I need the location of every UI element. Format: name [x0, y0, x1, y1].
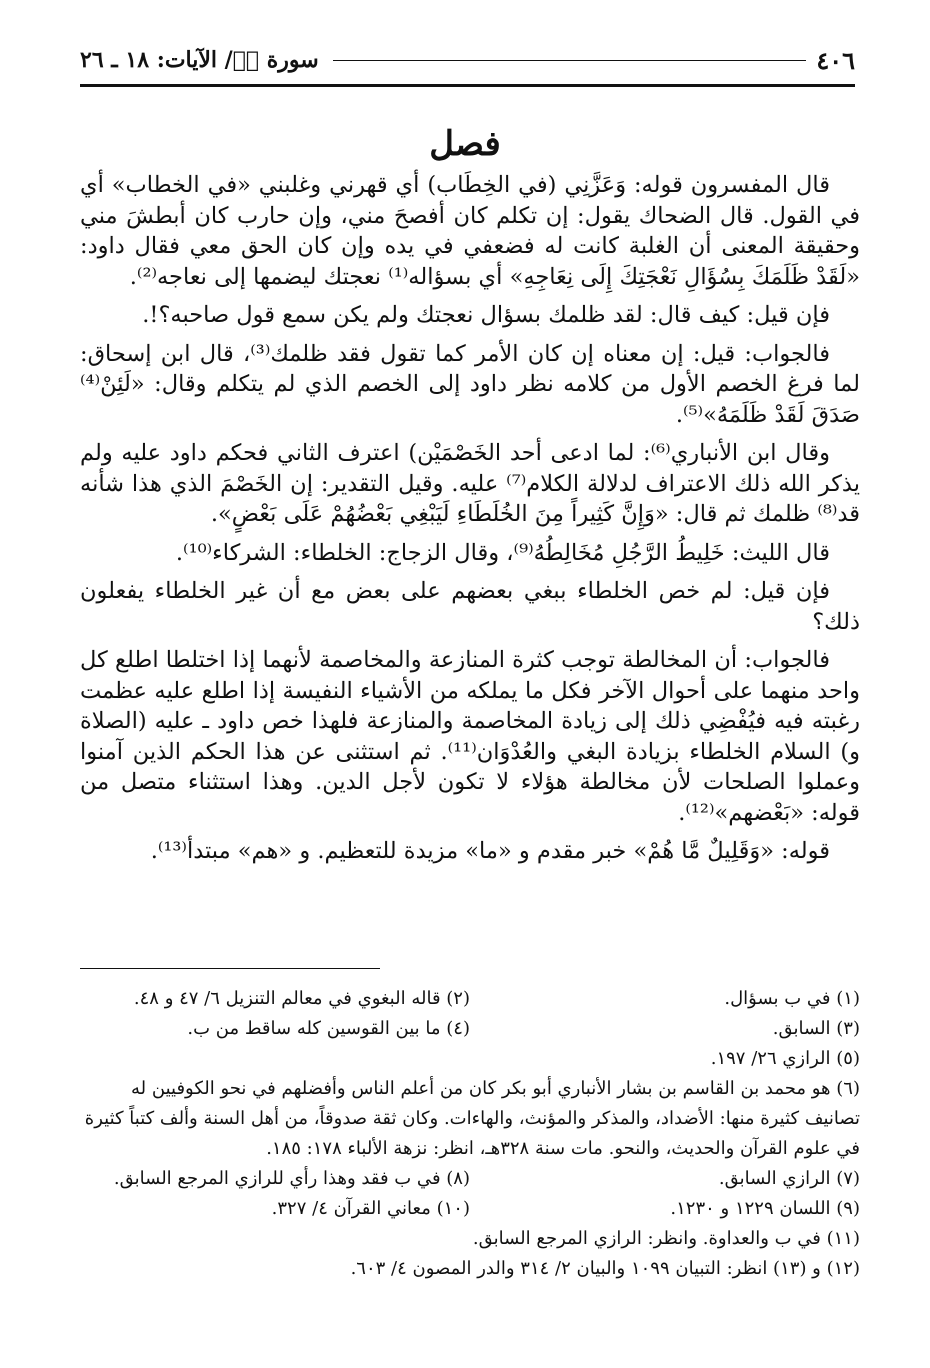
running-title: سورة صۤ/ الآيات: ١٨ ـ ٢٦: [80, 47, 319, 73]
footnote: (٨) في ب فقد وهذا رأي للرازي المرجع السابق.: [113, 1168, 470, 1189]
paragraph: فالجواب: أن المخالطة توجب كثرة المنازعة والمخاصمة لأنهما إذا اختلطا اطلع كل واحد منهما على أحوال الآخر فكل ما يملكه من الأشياء النفيسة إذا اطلع عليه عظمت رغبته فيه فيُفْضِي ذلك إلى زيادة المخاصمة والمنازعة فلهذا خص داود ـ عليه (الصلاة و) السلام الخلطاء بزيادة البغي والعُدْوَان⁽¹¹⁾. ثم استثنى عن هذا الحكم الذين آمنوا وعملوا الصلحات لأن مخالطة هؤلاء لا تكون لأجل الدين. وهذا استثناء متصل من قوله: «بَعْضهم»⁽¹²⁾.: [80, 647, 860, 826]
footnote: (١) في ب بسؤال.: [724, 988, 860, 1009]
footnote-row: [80, 1014, 860, 1044]
footnote: (١٢) و (١٣) انظر: التبيان ١٠٩٩ والبيان ٢/ ٣١٤ والدر المصون ٤/ ٦٠٣.: [350, 1258, 860, 1279]
footnote-row: [80, 984, 860, 1014]
paragraph: فالجواب: قيل: إن معناه إن كان الأمر كما تقول فقد ظلمك⁽³⁾، قال ابن إسحاق: لما فرغ الخصم الأول من كلامه نظر داود إلى الخصم الذي لم يتكلم وقال: «لَئِنْ⁽⁴⁾ صَدَقَ لَقَدْ ظَلَمَهُ»⁽⁵⁾.: [80, 340, 860, 428]
paragraph: فإن قيل: كيف قال: لقد ظلمك بسؤال نعجتك ولم يكن سمع قول صاحبه؟!.: [142, 302, 830, 328]
footnote-separator: [80, 968, 380, 969]
page-number: ٤٠٦: [816, 45, 855, 75]
running-header: [80, 38, 855, 82]
footnote: (٦) هو محمد بن القاسم بن بشار الأنباري أبو بكر كان من أعلم الناس وأفضلهم في نحو الكوفيين له تصانيف كثيرة منها: الأضداد، والمذكر والمؤنث، والهاءات. وكان ثقة صدوقاً، من أهل السنة وألف كتباً كثيرة في علوم القرآن والحديث، والنحو. مات سنة ٣٢٨هـ، انظر: نزهة الألباء ١٧٨: ١٨٥.: [84, 1078, 860, 1159]
footnote-row: [80, 1164, 860, 1194]
paragraph: قوله: «وَقَلِيلٌ مَّا هُمْ» خبر مقدم و «ما» مزيدة للتعظيم. و «هم» مبتدأ⁽¹³⁾.: [150, 838, 830, 864]
footnote: (٥) الرازي ٢٦/ ١٩٧.: [710, 1048, 860, 1069]
paragraph: قال الليث: خَلِيطُ الرَّجُلِ مُخَالِطُهُ⁽⁹⁾، وقال الزجاج: الخلطاء: الشركاء⁽¹⁰⁾.: [175, 539, 830, 566]
footnote: (٩) اللسان ١٢٢٩ و ١٢٣٠.: [670, 1198, 860, 1219]
footnote: (٤) ما بين القوسين كله ساقط من ب.: [187, 1018, 470, 1039]
header-line: [333, 60, 807, 61]
header-rule: [80, 84, 855, 87]
paragraph: وقال ابن الأنباري⁽⁶⁾: لما ادعى أحد الخَصْمَيْن) اعترف الثاني فحكم داود عليه ولم يذكر الله ذلك الاعتراف لدلالة الكلام⁽⁷⁾ عليه. وقيل التقدير: إن الخَصْمَ الذي هذا شأنه قد⁽⁸⁾ ظلمك ثم قال: «وَإِنَّ كَثِيراً مِنَ الخُلَطَاءِ لَيَبْغِي بَعْضُهُمْ عَلَى بَعْضٍ».: [80, 440, 860, 527]
footnote: (٧) الرازي السابق.: [718, 1168, 860, 1189]
footnote: (١١) في ب والعداوة. وانظر: الرازي المرجع السابق.: [472, 1228, 860, 1249]
footnote: (٣) السابق.: [772, 1018, 860, 1039]
footnotes: [80, 984, 860, 1284]
main-text: [80, 170, 860, 875]
paragraph: قال المفسرون قوله: وَعَزَّنِي (في الخِطَاب) أي قهرني وغلبني «في الخطاب» أي في القول. قال الضحاك يقول: إن تكلم كان أفصحَ مني، وإن حارب كان أبطشَ مني وحقيقة المعنى أن الغلبة كانت له فضعفي في يده وإن كان الحق معي فقال داود: «لَقَدْ ظَلَمَكَ بِسُؤَالِ نَعْجَتِكَ إِلَى نِعَاجِهِ» أي بسؤاله⁽¹⁾ نعجتك ليضمها إلى نعاجه⁽²⁾.: [80, 172, 860, 290]
footnote: (٢) قاله البغوي في معالم التنزيل ٦/ ٤٧ و ٤٨.: [133, 988, 470, 1009]
paragraph: فإن قيل: لم خص الخلطاء ببغي بعضهم على بعض مع أن غير الخلطاء يفعلون ذلك؟: [80, 578, 860, 635]
section-title: فصل: [429, 124, 501, 164]
footnote: (١٠) معاني القرآن ٤/ ٣٢٧.: [271, 1198, 470, 1219]
footnote-row: [80, 1194, 860, 1224]
